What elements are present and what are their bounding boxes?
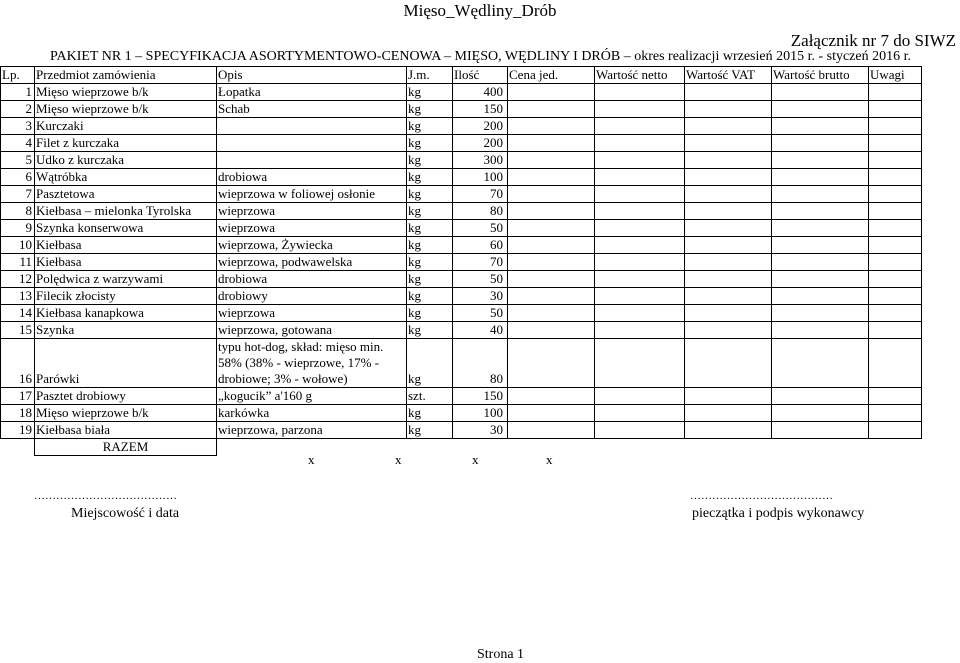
row-qty: 80	[453, 339, 508, 388]
row-unit: kg	[407, 152, 453, 169]
row-lp: 13	[1, 288, 35, 305]
row-unit-price	[508, 118, 595, 135]
row-vat	[685, 322, 772, 339]
package-heading: PAKIET NR 1 – SPECYFIKACJA ASORTYMENTOWO-CENOWA – MIĘSO, WĘDLINY I DRÓB – okres realizacji wrzesień 2015 r. - styczeń 2016 r.	[50, 49, 911, 64]
row-vat	[685, 135, 772, 152]
row-lp: 16	[1, 339, 35, 388]
row-net	[595, 422, 685, 439]
row-lp: 5	[1, 152, 35, 169]
row-unit-price	[508, 388, 595, 405]
place-date-dotted-line: …………………………………	[34, 490, 177, 502]
header-unit-price: Cena jed.	[508, 67, 595, 84]
row-qty: 400	[453, 84, 508, 101]
row-notes	[869, 388, 922, 405]
row-vat	[685, 220, 772, 237]
specification-table	[0, 66, 922, 456]
row-notes	[869, 339, 922, 388]
row-lp: 9	[1, 220, 35, 237]
table-row	[1, 118, 922, 135]
row-vat	[685, 422, 772, 439]
row-desc: drobiowa	[217, 271, 407, 288]
row-qty: 30	[453, 288, 508, 305]
row-lp: 4	[1, 135, 35, 152]
table-row	[1, 220, 922, 237]
row-unit-price	[508, 101, 595, 118]
row-unit-price	[508, 169, 595, 186]
total-notes-blank	[869, 439, 922, 456]
row-qty: 100	[453, 405, 508, 422]
signature-dotted-line: …………………………………	[690, 490, 833, 502]
table-row	[1, 186, 922, 203]
row-gross	[772, 288, 869, 305]
row-notes	[869, 254, 922, 271]
row-gross	[772, 339, 869, 388]
row-vat	[685, 405, 772, 422]
row-lp: 19	[1, 422, 35, 439]
header-gross: Wartość brutto	[772, 67, 869, 84]
row-item: Udko z kurczaka	[35, 152, 217, 169]
row-unit: kg	[407, 271, 453, 288]
row-net	[595, 305, 685, 322]
header-item: Przedmiot zamówienia	[35, 67, 217, 84]
table-row	[1, 405, 922, 422]
row-vat	[685, 254, 772, 271]
row-notes	[869, 305, 922, 322]
row-unit: kg	[407, 101, 453, 118]
table-row	[1, 422, 922, 439]
row-unit: kg	[407, 237, 453, 254]
row-unit-price	[508, 237, 595, 254]
table-row	[1, 237, 922, 254]
row-unit-price	[508, 186, 595, 203]
row-notes	[869, 422, 922, 439]
row-qty: 150	[453, 101, 508, 118]
table-row	[1, 388, 922, 405]
page-number: Strona 1	[477, 647, 525, 662]
row-unit-price	[508, 203, 595, 220]
row-qty: 80	[453, 203, 508, 220]
row-unit-price	[508, 254, 595, 271]
row-item: Wątróbka	[35, 169, 217, 186]
row-net	[595, 322, 685, 339]
page-title: Mięso_Wędliny_Drób	[403, 1, 557, 20]
row-desc: drobiowa	[217, 169, 407, 186]
row-item: Mięso wieprzowe b/k	[35, 405, 217, 422]
total-x-4: x	[546, 452, 553, 467]
row-qty: 40	[453, 322, 508, 339]
row-gross	[772, 152, 869, 169]
attachment-label: Załącznik nr 7 do SIWZ	[790, 31, 956, 50]
row-unit-price	[508, 322, 595, 339]
row-desc: drobiowy	[217, 288, 407, 305]
row-unit: kg	[407, 220, 453, 237]
row-unit: kg	[407, 254, 453, 271]
row-lp: 12	[1, 271, 35, 288]
table-row	[1, 84, 922, 101]
table-row	[1, 322, 922, 339]
row-notes	[869, 203, 922, 220]
row-item: Mięso wieprzowe b/k	[35, 101, 217, 118]
row-notes	[869, 237, 922, 254]
row-vat	[685, 305, 772, 322]
row-lp: 15	[1, 322, 35, 339]
row-vat	[685, 186, 772, 203]
row-vat	[685, 339, 772, 388]
row-gross	[772, 254, 869, 271]
row-item: Kiełbasa	[35, 254, 217, 271]
row-vat	[685, 203, 772, 220]
row-vat	[685, 169, 772, 186]
row-net	[595, 101, 685, 118]
table-row	[1, 203, 922, 220]
row-lp: 1	[1, 84, 35, 101]
row-unit: kg	[407, 322, 453, 339]
row-unit-price	[508, 339, 595, 388]
row-net	[595, 220, 685, 237]
row-qty: 30	[453, 422, 508, 439]
row-desc: Łopatka	[217, 84, 407, 101]
table-row	[1, 152, 922, 169]
row-vat	[685, 388, 772, 405]
header-notes: Uwagi	[869, 67, 922, 84]
row-unit: kg	[407, 84, 453, 101]
row-desc: wieprzowa, gotowana	[217, 322, 407, 339]
row-unit-price	[508, 84, 595, 101]
row-qty: 70	[453, 186, 508, 203]
row-unit: kg	[407, 203, 453, 220]
row-lp: 17	[1, 388, 35, 405]
row-unit: kg	[407, 305, 453, 322]
row-item: Polędwica z warzywami	[35, 271, 217, 288]
row-gross	[772, 322, 869, 339]
row-unit-price	[508, 405, 595, 422]
row-qty: 200	[453, 118, 508, 135]
row-notes	[869, 118, 922, 135]
row-vat	[685, 288, 772, 305]
row-unit: kg	[407, 118, 453, 135]
row-unit-price	[508, 135, 595, 152]
total-x-1: x	[308, 452, 315, 467]
row-notes	[869, 322, 922, 339]
row-qty: 60	[453, 237, 508, 254]
row-notes	[869, 288, 922, 305]
row-net	[595, 288, 685, 305]
row-item: Pasztetowa	[35, 186, 217, 203]
total-vat-blank	[685, 439, 772, 456]
row-desc: wieprzowa, parzona	[217, 422, 407, 439]
row-unit: kg	[407, 135, 453, 152]
row-unit-price	[508, 288, 595, 305]
row-notes	[869, 186, 922, 203]
row-notes	[869, 135, 922, 152]
row-item: Filet z kurczaka	[35, 135, 217, 152]
table-row	[1, 271, 922, 288]
row-vat	[685, 152, 772, 169]
row-unit-price	[508, 271, 595, 288]
row-lp: 14	[1, 305, 35, 322]
row-item: Szynka konserwowa	[35, 220, 217, 237]
row-item: Kiełbasa	[35, 237, 217, 254]
row-item: Pasztet drobiowy	[35, 388, 217, 405]
row-item: Kurczaki	[35, 118, 217, 135]
row-qty: 50	[453, 305, 508, 322]
row-notes	[869, 169, 922, 186]
row-lp: 2	[1, 101, 35, 118]
row-item: Kiełbasa kanapkowa	[35, 305, 217, 322]
row-desc: typu hot-dog, skład: mięso min. 58% (38% - wieprzowe, 17% - drobiowe; 3% - wołowe)	[217, 339, 407, 388]
row-desc: Schab	[217, 101, 407, 118]
total-unit-blank	[407, 439, 453, 456]
row-desc	[217, 118, 407, 135]
row-gross	[772, 118, 869, 135]
row-qty: 150	[453, 388, 508, 405]
row-unit: szt.	[407, 388, 453, 405]
row-qty: 100	[453, 169, 508, 186]
header-qty: Ilość	[453, 67, 508, 84]
row-unit: kg	[407, 339, 453, 388]
row-lp: 18	[1, 405, 35, 422]
row-gross	[772, 84, 869, 101]
header-lp: Lp.	[1, 67, 35, 84]
header-vat: Wartość VAT	[685, 67, 772, 84]
row-desc	[217, 135, 407, 152]
row-unit-price	[508, 422, 595, 439]
row-unit: kg	[407, 405, 453, 422]
row-unit: kg	[407, 169, 453, 186]
row-vat	[685, 101, 772, 118]
header-unit: J.m.	[407, 67, 453, 84]
total-row	[1, 439, 922, 456]
table-row	[1, 288, 922, 305]
row-net	[595, 118, 685, 135]
row-notes	[869, 101, 922, 118]
row-gross	[772, 203, 869, 220]
row-unit-price	[508, 305, 595, 322]
total-x-3: x	[472, 452, 479, 467]
row-net	[595, 135, 685, 152]
header-desc: Opis	[217, 67, 407, 84]
row-qty: 50	[453, 220, 508, 237]
row-notes	[869, 405, 922, 422]
table-row	[1, 169, 922, 186]
total-qty-blank	[453, 439, 508, 456]
row-gross	[772, 186, 869, 203]
row-lp: 8	[1, 203, 35, 220]
row-net	[595, 388, 685, 405]
row-desc: wieprzowa	[217, 203, 407, 220]
row-notes	[869, 84, 922, 101]
row-net	[595, 84, 685, 101]
row-gross	[772, 237, 869, 254]
row-net	[595, 405, 685, 422]
table-row	[1, 305, 922, 322]
row-item: Szynka	[35, 322, 217, 339]
row-vat	[685, 237, 772, 254]
stamp-signature-label: pieczątka i podpis wykonawcy	[692, 506, 865, 521]
row-gross	[772, 101, 869, 118]
row-unit-price	[508, 220, 595, 237]
row-net	[595, 169, 685, 186]
row-net	[595, 271, 685, 288]
row-net	[595, 152, 685, 169]
row-gross	[772, 169, 869, 186]
row-notes	[869, 152, 922, 169]
row-net	[595, 237, 685, 254]
row-net	[595, 186, 685, 203]
row-unit: kg	[407, 422, 453, 439]
row-notes	[869, 220, 922, 237]
table-row	[1, 135, 922, 152]
row-qty: 300	[453, 152, 508, 169]
row-desc: karkówka	[217, 405, 407, 422]
row-desc: wieprzowa	[217, 305, 407, 322]
row-item: Kiełbasa – mielonka Tyrolska	[35, 203, 217, 220]
header-net: Wartość netto	[595, 67, 685, 84]
row-gross	[772, 422, 869, 439]
row-item: Mięso wieprzowe b/k	[35, 84, 217, 101]
row-item: Parówki	[35, 339, 217, 388]
row-item: Kiełbasa biała	[35, 422, 217, 439]
row-lp: 6	[1, 169, 35, 186]
row-lp: 3	[1, 118, 35, 135]
row-qty: 50	[453, 271, 508, 288]
table-row	[1, 254, 922, 271]
table-header-row	[1, 67, 922, 84]
row-qty: 70	[453, 254, 508, 271]
row-net	[595, 254, 685, 271]
row-qty: 200	[453, 135, 508, 152]
row-lp: 10	[1, 237, 35, 254]
row-unit: kg	[407, 288, 453, 305]
row-unit: kg	[407, 186, 453, 203]
row-gross	[772, 271, 869, 288]
total-label: RAZEM	[35, 439, 217, 456]
row-vat	[685, 271, 772, 288]
row-gross	[772, 305, 869, 322]
row-gross	[772, 135, 869, 152]
row-desc: wieprzowa, Żywiecka	[217, 237, 407, 254]
row-vat	[685, 84, 772, 101]
row-desc: „kogucik” a'160 g	[217, 388, 407, 405]
row-unit-price	[508, 152, 595, 169]
table-row	[1, 339, 922, 388]
row-desc: wieprzowa, podwawelska	[217, 254, 407, 271]
row-desc: wieprzowa	[217, 220, 407, 237]
row-notes	[869, 271, 922, 288]
total-spacer	[1, 439, 35, 456]
row-net	[595, 339, 685, 388]
table-row	[1, 101, 922, 118]
row-item: Filecik złocisty	[35, 288, 217, 305]
row-vat	[685, 118, 772, 135]
row-gross	[772, 405, 869, 422]
place-date-label: Miejscowość i data	[71, 506, 180, 521]
total-gross-blank	[772, 439, 869, 456]
row-gross	[772, 220, 869, 237]
row-lp: 11	[1, 254, 35, 271]
total-x-2: x	[395, 452, 402, 467]
row-net	[595, 203, 685, 220]
total-net-blank	[595, 439, 685, 456]
row-gross	[772, 388, 869, 405]
row-lp: 7	[1, 186, 35, 203]
row-desc	[217, 152, 407, 169]
row-desc: wieprzowa w foliowej osłonie	[217, 186, 407, 203]
